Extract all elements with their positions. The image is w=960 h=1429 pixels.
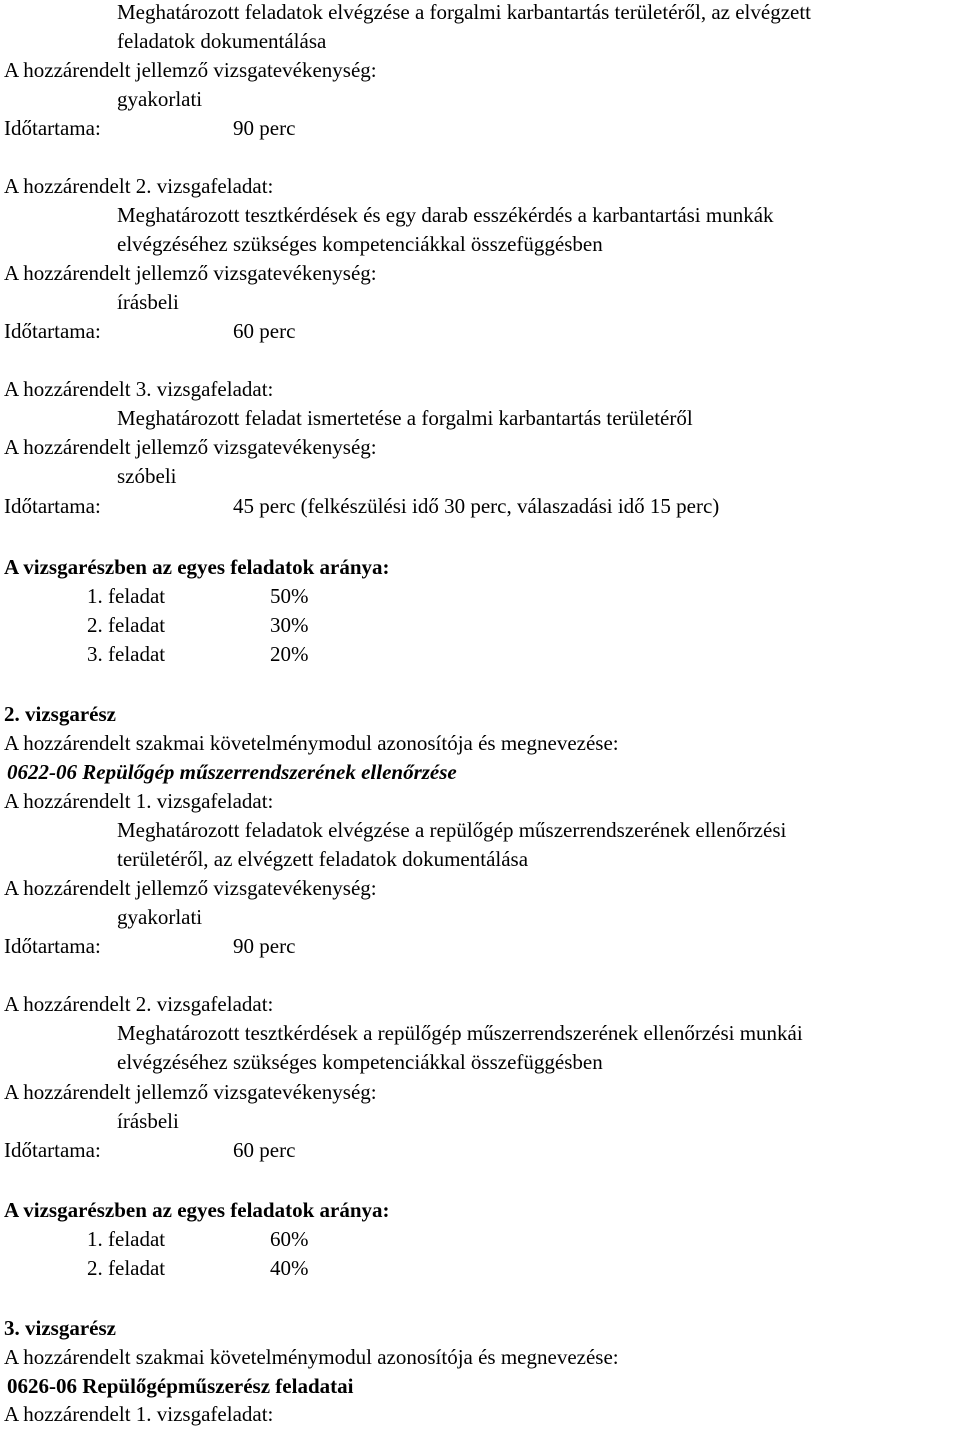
ratio-task: 2. feladat <box>87 1256 166 1280</box>
activity-value: írásbeli <box>117 1109 179 1133</box>
task-description-line: elvégzéséhez szükséges kompetenciákkal összefüggésben <box>117 232 603 256</box>
activity-label: A hozzárendelt jellemző vizsgatevékenység: <box>4 876 377 900</box>
duration-label: Időtartama: <box>4 934 101 958</box>
ratio-task: 3. feladat <box>87 642 166 666</box>
activity-value: gyakorlati <box>117 87 203 111</box>
ratio-heading: A vizsgarészben az egyes feladatok aránya: <box>4 1198 390 1222</box>
activity-value: gyakorlati <box>117 905 203 929</box>
task-heading: A hozzárendelt 1. vizsgafeladat: <box>4 1402 274 1426</box>
section-title: 2. vizsgarész <box>4 702 116 726</box>
duration-value: 90 perc <box>233 934 296 958</box>
ratio-task: 1. feladat <box>87 584 166 608</box>
duration-value: 45 perc (felkészülési idő 30 perc, válaszadási idő 15 perc) <box>233 494 720 518</box>
ratio-percent: 20% <box>270 642 309 666</box>
ratio-heading: A vizsgarészben az egyes feladatok aránya: <box>4 555 390 579</box>
task-description-line: Meghatározott feladatok elvégzése a repülőgép műszerrendszerének ellenőrzési <box>117 818 787 842</box>
duration-label: Időtartama: <box>4 1138 101 1162</box>
task-heading: A hozzárendelt 2. vizsgafeladat: <box>4 174 274 198</box>
duration-value: 60 perc <box>233 319 296 343</box>
activity-label: A hozzárendelt jellemző vizsgatevékenység: <box>4 1080 377 1104</box>
task-description-line: elvégzéséhez szükséges kompetenciákkal összefüggésben <box>117 1050 603 1074</box>
activity-label: A hozzárendelt jellemző vizsgatevékenység: <box>4 435 377 459</box>
task-description-line: feladatok dokumentálása <box>117 29 327 53</box>
activity-value: írásbeli <box>117 290 179 314</box>
ratio-percent: 30% <box>270 613 309 637</box>
module-name: 0622-06 Repülőgép műszerrendszerének ellenőrzése <box>7 760 457 784</box>
ratio-task: 1. feladat <box>87 1227 166 1251</box>
activity-label: A hozzárendelt jellemző vizsgatevékenység: <box>4 261 377 285</box>
duration-label: Időtartama: <box>4 319 101 343</box>
ratio-percent: 40% <box>270 1256 309 1280</box>
module-name: 0626-06 Repülőgépműszerész feladatai <box>7 1374 354 1398</box>
task-description-line: Meghatározott feladat ismertetése a forgalmi karbantartás területéről <box>117 406 693 430</box>
task-heading: A hozzárendelt 2. vizsgafeladat: <box>4 992 274 1016</box>
ratio-task: 2. feladat <box>87 613 166 637</box>
task-description-line: területéről, az elvégzett feladatok dokumentálása <box>117 847 529 871</box>
duration-label: Időtartama: <box>4 116 101 140</box>
module-label: A hozzárendelt szakmai követelménymodul azonosítója és megnevezése: <box>4 731 619 755</box>
activity-label: A hozzárendelt jellemző vizsgatevékenység: <box>4 58 377 82</box>
activity-value: szóbeli <box>117 464 177 488</box>
task-heading: A hozzárendelt 1. vizsgafeladat: <box>4 789 274 813</box>
section-title: 3. vizsgarész <box>4 1316 116 1340</box>
task-description-line: Meghatározott tesztkérdések a repülőgép műszerrendszerének ellenőrzési munkái <box>117 1021 803 1045</box>
ratio-percent: 50% <box>270 584 309 608</box>
task-heading: A hozzárendelt 3. vizsgafeladat: <box>4 377 274 401</box>
task-description-line: Meghatározott tesztkérdések és egy darab esszékérdés a karbantartási munkák <box>117 203 774 227</box>
duration-value: 90 perc <box>233 116 296 140</box>
module-label: A hozzárendelt szakmai követelménymodul azonosítója és megnevezése: <box>4 1345 619 1369</box>
duration-label: Időtartama: <box>4 494 101 518</box>
ratio-percent: 60% <box>270 1227 309 1251</box>
duration-value: 60 perc <box>233 1138 296 1162</box>
task-description-line: Meghatározott feladatok elvégzése a forgalmi karbantartás területéről, az elvégzett <box>117 0 812 24</box>
